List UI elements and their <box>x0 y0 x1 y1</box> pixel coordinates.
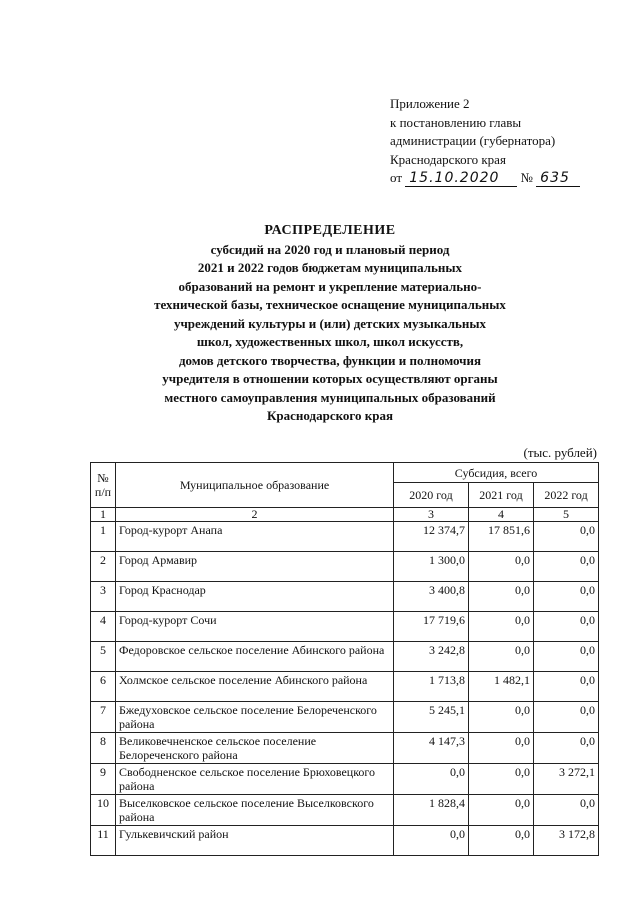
row-value-2021: 0,0 <box>469 764 534 795</box>
table-row <box>91 733 599 764</box>
row-value-2020: 3 242,8 <box>394 642 469 672</box>
row-value-2022: 0,0 <box>534 733 599 764</box>
table-row <box>91 672 599 702</box>
title-line: школ, художественных школ, школ искусств, <box>196 334 464 349</box>
row-value-2021: 0,0 <box>469 702 534 733</box>
row-municipality: Город Армавир <box>116 552 394 582</box>
column-number: 1 <box>91 508 116 522</box>
row-value-2022: 0,0 <box>534 672 599 702</box>
appendix-line-3: администрации (губернатора) <box>390 133 556 148</box>
header-year-2022: 2022 год <box>534 483 599 508</box>
title-line: учреждений культуры и (или) детских музыкальных <box>173 315 487 331</box>
table-row <box>91 522 599 552</box>
row-value-2021: 0,0 <box>469 826 534 856</box>
row-value-2021: 0,0 <box>469 582 534 612</box>
row-value-2022: 3 272,1 <box>534 764 599 795</box>
title-line: субсидий на 2020 год и плановый период <box>210 241 450 257</box>
row-number: 8 <box>91 733 116 764</box>
row-value-2022: 0,0 <box>534 795 599 826</box>
row-value-2021: 0,0 <box>469 642 534 672</box>
row-number: 3 <box>91 582 116 612</box>
row-number: 10 <box>91 795 116 826</box>
title-line: домов детского творчества, функции и полномочия <box>178 352 482 368</box>
row-value-2021: 0,0 <box>469 733 534 764</box>
row-value-2021: 0,0 <box>469 612 534 642</box>
row-value-2020: 1 300,0 <box>394 552 469 582</box>
appendix-block <box>390 95 580 188</box>
row-number: 6 <box>91 672 116 702</box>
handwritten-date: 15.10.2020 <box>405 171 517 187</box>
table-row <box>91 612 599 642</box>
header-subsidy: Субсидия, всего <box>394 463 599 483</box>
row-number: 4 <box>91 612 116 642</box>
table-row <box>91 826 599 856</box>
row-value-2020: 1 828,4 <box>394 795 469 826</box>
row-value-2021: 17 851,6 <box>469 522 534 552</box>
table-row <box>91 642 599 672</box>
row-value-2022: 0,0 <box>534 612 599 642</box>
row-value-2020: 17 719,6 <box>394 612 469 642</box>
header-name: Муниципальное образование <box>116 463 394 508</box>
row-municipality: Свободненское сельское поселение Брюховецкого района <box>116 764 394 795</box>
column-numbers-row <box>91 508 599 522</box>
header-year-2021: 2021 год <box>469 483 534 508</box>
row-number: 1 <box>91 522 116 552</box>
row-municipality: Бжедуховское сельское поселение Белореченского района <box>116 702 394 733</box>
row-municipality: Федоровское сельское поселение Абинского района <box>116 642 394 672</box>
appendix-date-line <box>390 169 580 188</box>
title-line: местного самоуправления муниципальных образований <box>164 389 496 405</box>
table-row <box>91 582 599 612</box>
appendix-line-2: к постановлению главы <box>390 114 522 130</box>
row-municipality: Великовечненское сельское поселение Белореченского района <box>116 733 394 764</box>
header-num: № п/п <box>91 463 116 508</box>
table-row <box>91 552 599 582</box>
row-value-2020: 0,0 <box>394 826 469 856</box>
row-value-2020: 4 147,3 <box>394 733 469 764</box>
row-value-2022: 0,0 <box>534 582 599 612</box>
row-municipality: Холмское сельское поселение Абинского района <box>116 672 394 702</box>
row-value-2020: 3 400,8 <box>394 582 469 612</box>
handwritten-number: 635 <box>536 171 580 187</box>
row-number: 7 <box>91 702 116 733</box>
row-value-2022: 0,0 <box>534 642 599 672</box>
row-number: 5 <box>91 642 116 672</box>
table-header-row <box>91 463 599 483</box>
subsidy-table <box>90 462 599 856</box>
units-label: (тыс. рублей) <box>523 445 597 460</box>
table-row <box>91 702 599 733</box>
row-municipality: Гулькевичский район <box>116 826 394 856</box>
title-heading: РАСПРЕДЕЛЕНИЕ <box>264 223 396 238</box>
number-label: № <box>520 170 533 185</box>
row-municipality: Город-курорт Анапа <box>116 522 394 552</box>
title-line: технической базы, техническое оснащение муниципальных <box>154 297 506 312</box>
header-year-2020: 2020 год <box>394 483 469 508</box>
row-value-2020: 12 374,7 <box>394 522 469 552</box>
row-value-2021: 0,0 <box>469 795 534 826</box>
row-value-2020: 1 713,8 <box>394 672 469 702</box>
document-title <box>120 222 540 426</box>
row-value-2021: 0,0 <box>469 552 534 582</box>
row-number: 9 <box>91 764 116 795</box>
title-line: 2021 и 2022 годов бюджетам муниципальных <box>197 260 463 275</box>
row-value-2022: 0,0 <box>534 552 599 582</box>
row-value-2022: 3 172,8 <box>534 826 599 856</box>
row-value-2020: 0,0 <box>394 764 469 795</box>
row-municipality: Город-курорт Сочи <box>116 612 394 642</box>
row-number: 11 <box>91 826 116 856</box>
column-number: 2 <box>116 508 394 522</box>
title-line: Краснодарского края <box>266 408 394 423</box>
row-number: 2 <box>91 552 116 582</box>
appendix-line-4: Краснодарского края <box>390 151 506 167</box>
column-number: 3 <box>394 508 469 522</box>
appendix-line-1: Приложение 2 <box>390 96 470 111</box>
table-row <box>91 795 599 826</box>
row-value-2022: 0,0 <box>534 522 599 552</box>
row-value-2021: 1 482,1 <box>469 672 534 702</box>
row-value-2022: 0,0 <box>534 702 599 733</box>
title-line: образований на ремонт и укрепление материально- <box>178 278 482 294</box>
row-municipality: Выселковское сельское поселение Выселковского района <box>116 795 394 826</box>
from-label: от <box>390 170 403 185</box>
title-line: учредителя в отношении которых осуществляют органы <box>162 371 498 386</box>
row-municipality: Город Краснодар <box>116 582 394 612</box>
column-number: 5 <box>534 508 599 522</box>
table-row <box>91 764 599 795</box>
column-number: 4 <box>469 508 534 522</box>
row-value-2020: 5 245,1 <box>394 702 469 733</box>
